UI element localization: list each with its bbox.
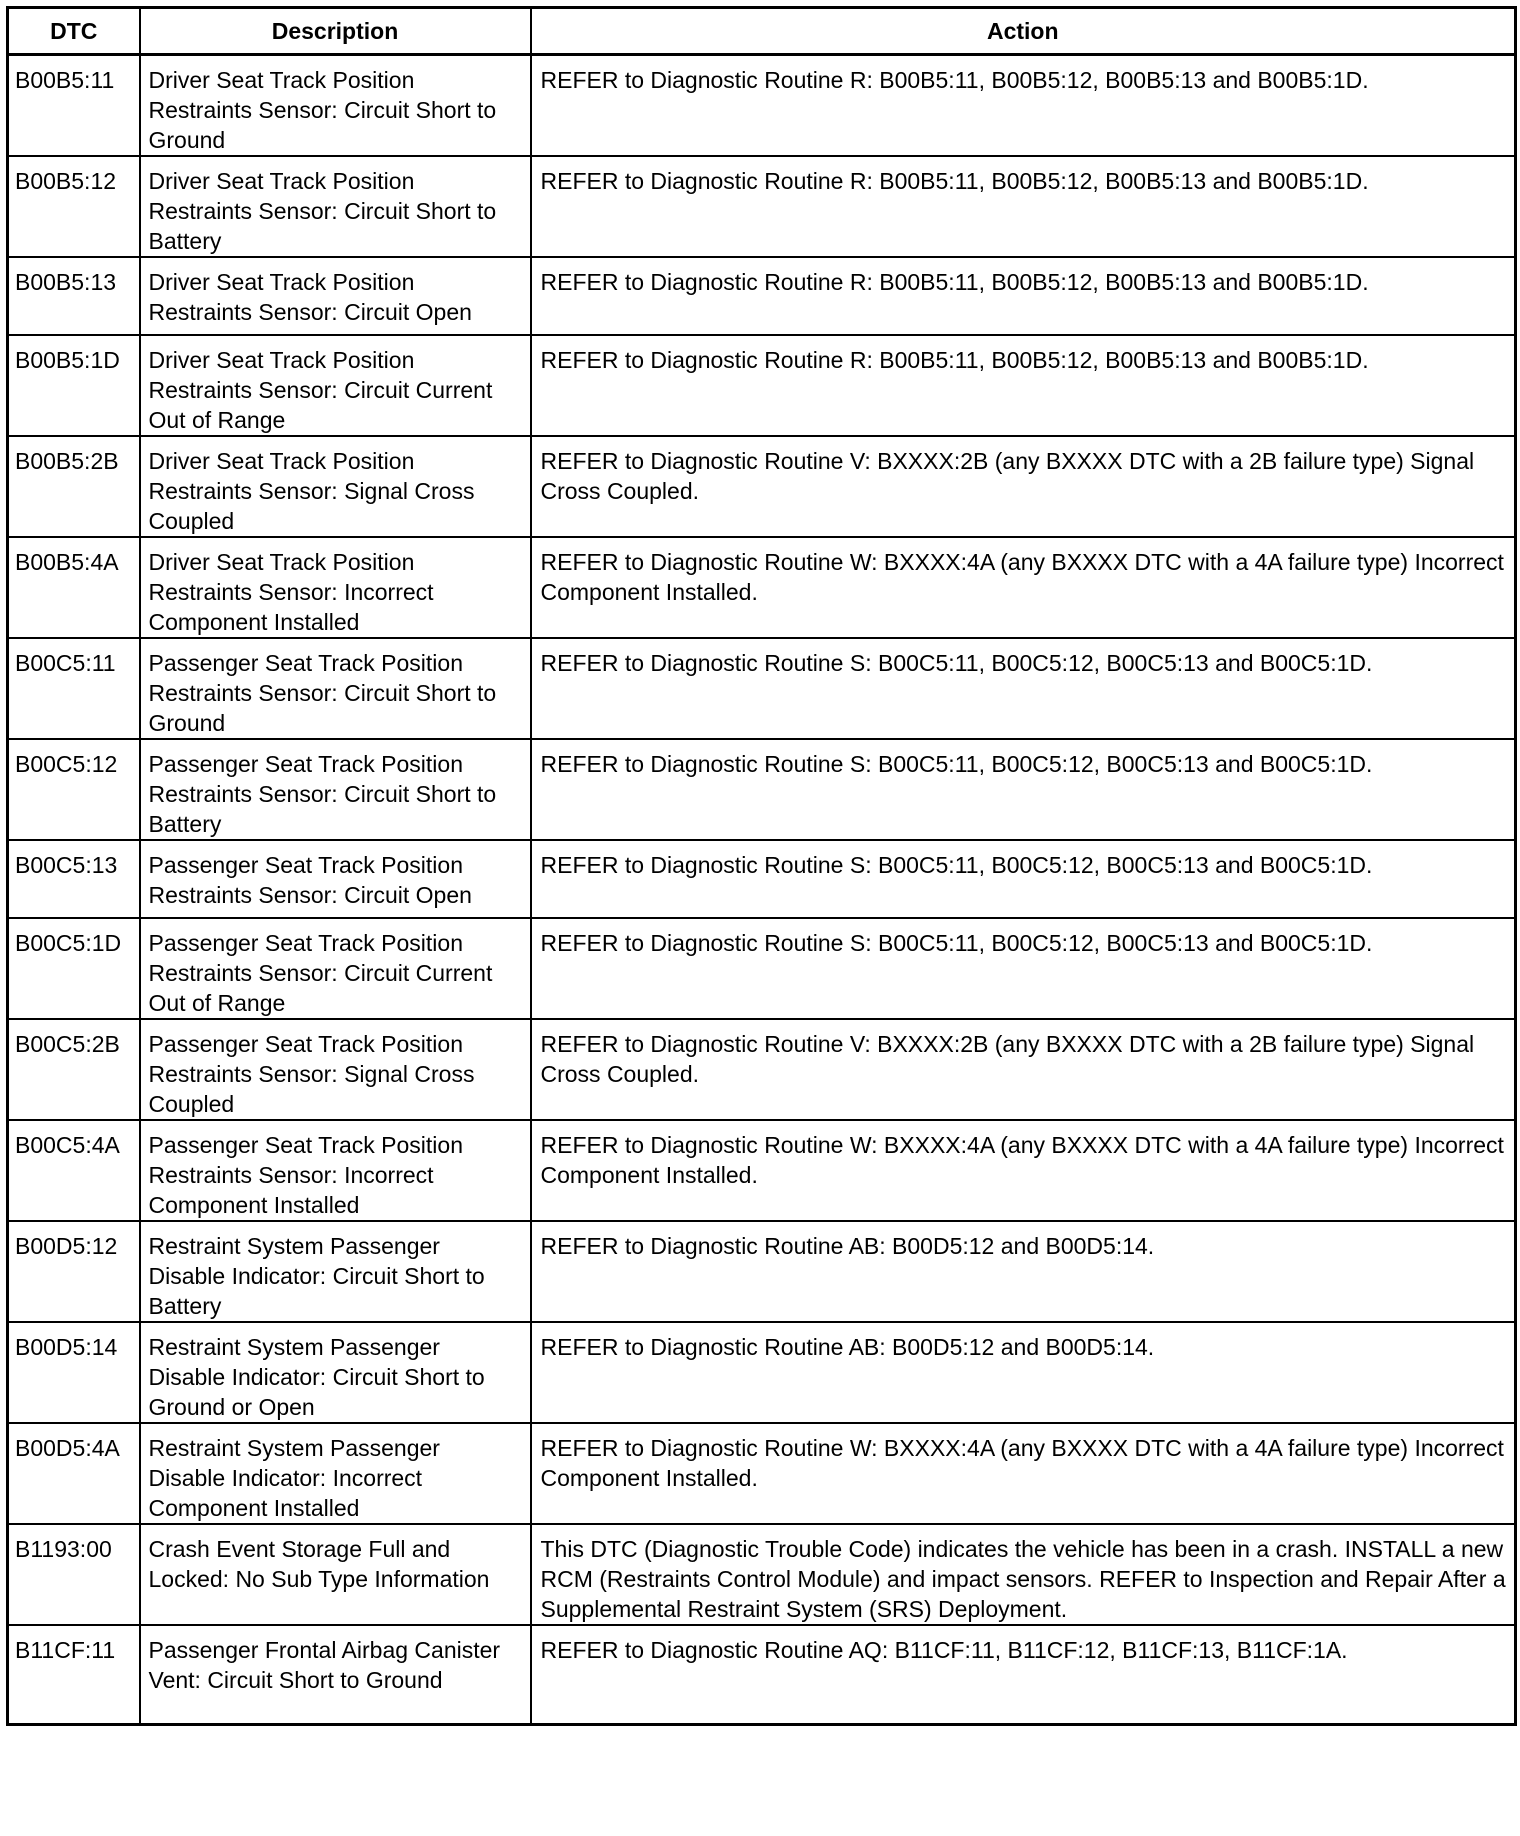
dtc-description: Driver Seat Track Position Restraints Sensor: Incorrect Component Installed [140, 537, 531, 638]
dtc-description: Driver Seat Track Position Restraints Sensor: Circuit Short to Battery [140, 156, 531, 257]
dtc-code: B1193:00 [8, 1524, 140, 1625]
table-row [8, 1423, 1516, 1524]
dtc-description: Driver Seat Track Position Restraints Sensor: Circuit Open [140, 257, 531, 335]
dtc-code: B00C5:4A [8, 1120, 140, 1221]
dtc-description: Driver Seat Track Position Restraints Sensor: Circuit Current Out of Range [140, 335, 531, 436]
table-row [8, 1524, 1516, 1625]
dtc-action: REFER to Diagnostic Routine R: B00B5:11, B00B5:12, B00B5:13 and B00B5:1D. [531, 55, 1516, 157]
dtc-code: B00C5:12 [8, 739, 140, 840]
dtc-description: Passenger Seat Track Position Restraints Sensor: Signal Cross Coupled [140, 1019, 531, 1120]
dtc-code: B00C5:13 [8, 840, 140, 918]
table-row [8, 1019, 1516, 1120]
dtc-code: B00C5:1D [8, 918, 140, 1019]
dtc-description: Passenger Frontal Airbag Canister Vent: Circuit Short to Ground [140, 1625, 531, 1724]
table-row [8, 156, 1516, 257]
dtc-action: REFER to Diagnostic Routine S: B00C5:11, B00C5:12, B00C5:13 and B00C5:1D. [531, 739, 1516, 840]
dtc-action: REFER to Diagnostic Routine AQ: B11CF:11, B11CF:12, B11CF:13, B11CF:1A. [531, 1625, 1516, 1724]
dtc-code: B00D5:12 [8, 1221, 140, 1322]
dtc-code: B00B5:2B [8, 436, 140, 537]
dtc-code: B00D5:4A [8, 1423, 140, 1524]
dtc-code: B00B5:11 [8, 55, 140, 157]
dtc-action: REFER to Diagnostic Routine S: B00C5:11, B00C5:12, B00C5:13 and B00C5:1D. [531, 840, 1516, 918]
dtc-code: B00B5:4A [8, 537, 140, 638]
dtc-code: B11CF:11 [8, 1625, 140, 1724]
dtc-code: B00D5:14 [8, 1322, 140, 1423]
table-row [8, 55, 1516, 157]
table-row [8, 1120, 1516, 1221]
dtc-action: This DTC (Diagnostic Trouble Code) indicates the vehicle has been in a crash. INSTALL a new RCM (Restraints Control Module) and impact sensors. REFER to Inspection and Repair After a Supplemental Restraint System (SRS) Deployment. [531, 1524, 1516, 1625]
header-row [8, 8, 1516, 55]
header-description: Description [140, 8, 531, 55]
dtc-action: REFER to Diagnostic Routine W: BXXXX:4A (any BXXXX DTC with a 4A failure type) Incorrect Component Installed. [531, 1423, 1516, 1524]
dtc-action: REFER to Diagnostic Routine W: BXXXX:4A (any BXXXX DTC with a 4A failure type) Incorrect Component Installed. [531, 537, 1516, 638]
dtc-code: B00B5:12 [8, 156, 140, 257]
table-row [8, 257, 1516, 335]
dtc-description: Passenger Seat Track Position Restraints Sensor: Circuit Short to Ground [140, 638, 531, 739]
dtc-description: Passenger Seat Track Position Restraints Sensor: Circuit Open [140, 840, 531, 918]
dtc-action: REFER to Diagnostic Routine S: B00C5:11, B00C5:12, B00C5:13 and B00C5:1D. [531, 918, 1516, 1019]
dtc-action: REFER to Diagnostic Routine W: BXXXX:4A (any BXXXX DTC with a 4A failure type) Incorrect Component Installed. [531, 1120, 1516, 1221]
dtc-action: REFER to Diagnostic Routine V: BXXXX:2B (any BXXXX DTC with a 2B failure type) Signal Cross Coupled. [531, 1019, 1516, 1120]
dtc-action: REFER to Diagnostic Routine R: B00B5:11, B00B5:12, B00B5:13 and B00B5:1D. [531, 335, 1516, 436]
table-row [8, 335, 1516, 436]
dtc-description: Restraint System Passenger Disable Indicator: Circuit Short to Battery [140, 1221, 531, 1322]
dtc-action: REFER to Diagnostic Routine R: B00B5:11, B00B5:12, B00B5:13 and B00B5:1D. [531, 156, 1516, 257]
dtc-action: REFER to Diagnostic Routine AB: B00D5:12 and B00D5:14. [531, 1322, 1516, 1423]
table-row [8, 739, 1516, 840]
table-row [8, 537, 1516, 638]
dtc-description: Restraint System Passenger Disable Indicator: Circuit Short to Ground or Open [140, 1322, 531, 1423]
table-row [8, 638, 1516, 739]
header-action: Action [531, 8, 1516, 55]
table-row [8, 840, 1516, 918]
dtc-action: REFER to Diagnostic Routine AB: B00D5:12 and B00D5:14. [531, 1221, 1516, 1322]
dtc-description: Driver Seat Track Position Restraints Sensor: Signal Cross Coupled [140, 436, 531, 537]
dtc-code: B00B5:1D [8, 335, 140, 436]
dtc-description: Driver Seat Track Position Restraints Sensor: Circuit Short to Ground [140, 55, 531, 157]
dtc-table [6, 6, 1517, 1726]
table-row [8, 1625, 1516, 1724]
dtc-code: B00C5:11 [8, 638, 140, 739]
dtc-description: Crash Event Storage Full and Locked: No Sub Type Information [140, 1524, 531, 1625]
header-dtc: DTC [8, 8, 140, 55]
table-row [8, 1322, 1516, 1423]
dtc-description: Restraint System Passenger Disable Indicator: Incorrect Component Installed [140, 1423, 531, 1524]
dtc-code: B00B5:13 [8, 257, 140, 335]
dtc-description: Passenger Seat Track Position Restraints Sensor: Incorrect Component Installed [140, 1120, 531, 1221]
dtc-description: Passenger Seat Track Position Restraints Sensor: Circuit Current Out of Range [140, 918, 531, 1019]
dtc-action: REFER to Diagnostic Routine V: BXXXX:2B (any BXXXX DTC with a 2B failure type) Signal Cross Coupled. [531, 436, 1516, 537]
dtc-action: REFER to Diagnostic Routine S: B00C5:11, B00C5:12, B00C5:13 and B00C5:1D. [531, 638, 1516, 739]
dtc-code: B00C5:2B [8, 1019, 140, 1120]
table-row [8, 1221, 1516, 1322]
table-row [8, 436, 1516, 537]
dtc-description: Passenger Seat Track Position Restraints Sensor: Circuit Short to Battery [140, 739, 531, 840]
table-row [8, 918, 1516, 1019]
dtc-action: REFER to Diagnostic Routine R: B00B5:11, B00B5:12, B00B5:13 and B00B5:1D. [531, 257, 1516, 335]
